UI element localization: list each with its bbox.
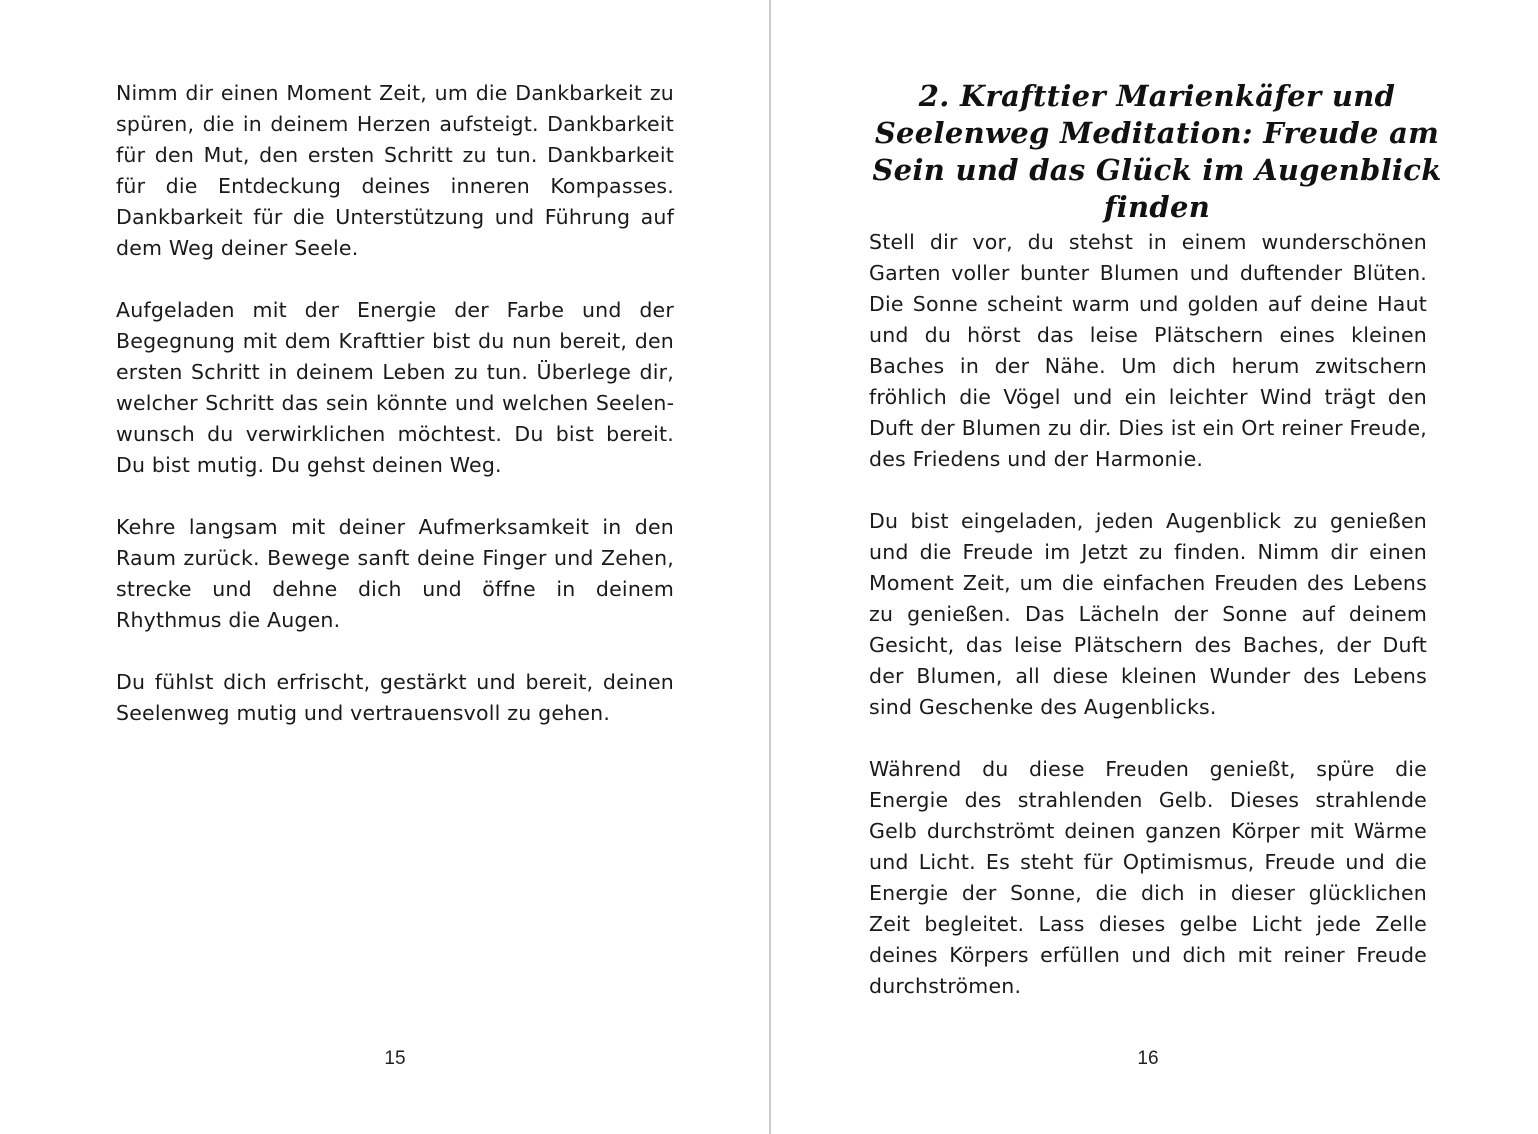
left-page-body (116, 78, 674, 760)
chapter-title: 2. Krafttier Marienkäfer und Seelenweg Meditation: Freude am Sein und das Glück im Augenblick finden (872, 79, 1442, 224)
page-number: 16 (1137, 1048, 1159, 1069)
paragraph: Stell dir vor, du stehst in einem wunderschönen Garten voller bunter Blumen und duftender Blüten. Die Sonne scheint warm und golden auf deine Haut und du hörst das leise Plätschern eines kleinen Baches in der Nähe. Um dich herum zwitschern fröhlich die Vögel und ein leichter Wind trägt den Duft der Blumen zu dir. Dies ist ein Ort reiner Freude, des Friedens und der Harmonie. (869, 230, 1427, 471)
page-number: 15 (384, 1048, 406, 1069)
paragraph: Während du diese Freuden genießt, spüre die Energie des strahlenden Gelb. Dieses strahlende Gelb durchströmt deinen ganzen Körper mit Wärme und Licht. Es steht für Optimismus, Freude und die Energie der Sonne, die dich in dieser glücklichen Zeit begleitet. Lass dieses gelbe Licht jede Zelle deines Körpers erfüllen und dich mit reiner Freude durchströmen. (869, 757, 1427, 998)
paragraph: Du bist eingeladen, jeden Augenblick zu genießen und die Freude im Jetzt zu finden. Nimm dir einen Moment Zeit, um die einfachen Freuden des Lebens zu genießen. Das Lächeln der Sonne auf deinem Gesicht, das leise Plätschern des Baches, der Duft der Blumen, all diese kleinen Wunder des Lebens sind Geschenke des Augenblicks. (869, 509, 1427, 719)
page-divider (769, 0, 771, 1134)
paragraph: Du fühlst dich erfrischt, gestärkt und bereit, deinen Seelenweg mutig und vertrauensvoll zu gehen. (116, 670, 674, 725)
right-page-body (869, 227, 1427, 1033)
paragraph: Kehre langsam mit deiner Aufmerksamkeit in den Raum zurück. Bewege sanft deine Finger und Zehen, strecke und dehne dich und öffne in deinem Rhythmus die Augen. (116, 515, 674, 632)
right-page (772, 0, 1538, 1134)
paragraph: Aufgeladen mit der Energie der Farbe und der Begegnung mit dem Krafttier bist du nun bereit, den ersten Schritt in deinem Leben zu tun. Überlege dir, welcher Schritt das sein könnte und welchen Seelenwunsch du verwirklichen möchtest. Du bist bereit. Du bist mutig. Du gehst deinen Weg. (116, 298, 674, 477)
paragraph: Nimm dir einen Moment Zeit, um die Dankbarkeit zu spüren, die in deinem Herzen aufsteigt. Dankbarkeit für den Mut, den ersten Schritt zu tun. Dankbarkeit für die Entdeckung deines inneren Kompasses. Dankbarkeit für die Unterstützung und Führung auf dem Weg deiner Seele. (116, 81, 674, 260)
